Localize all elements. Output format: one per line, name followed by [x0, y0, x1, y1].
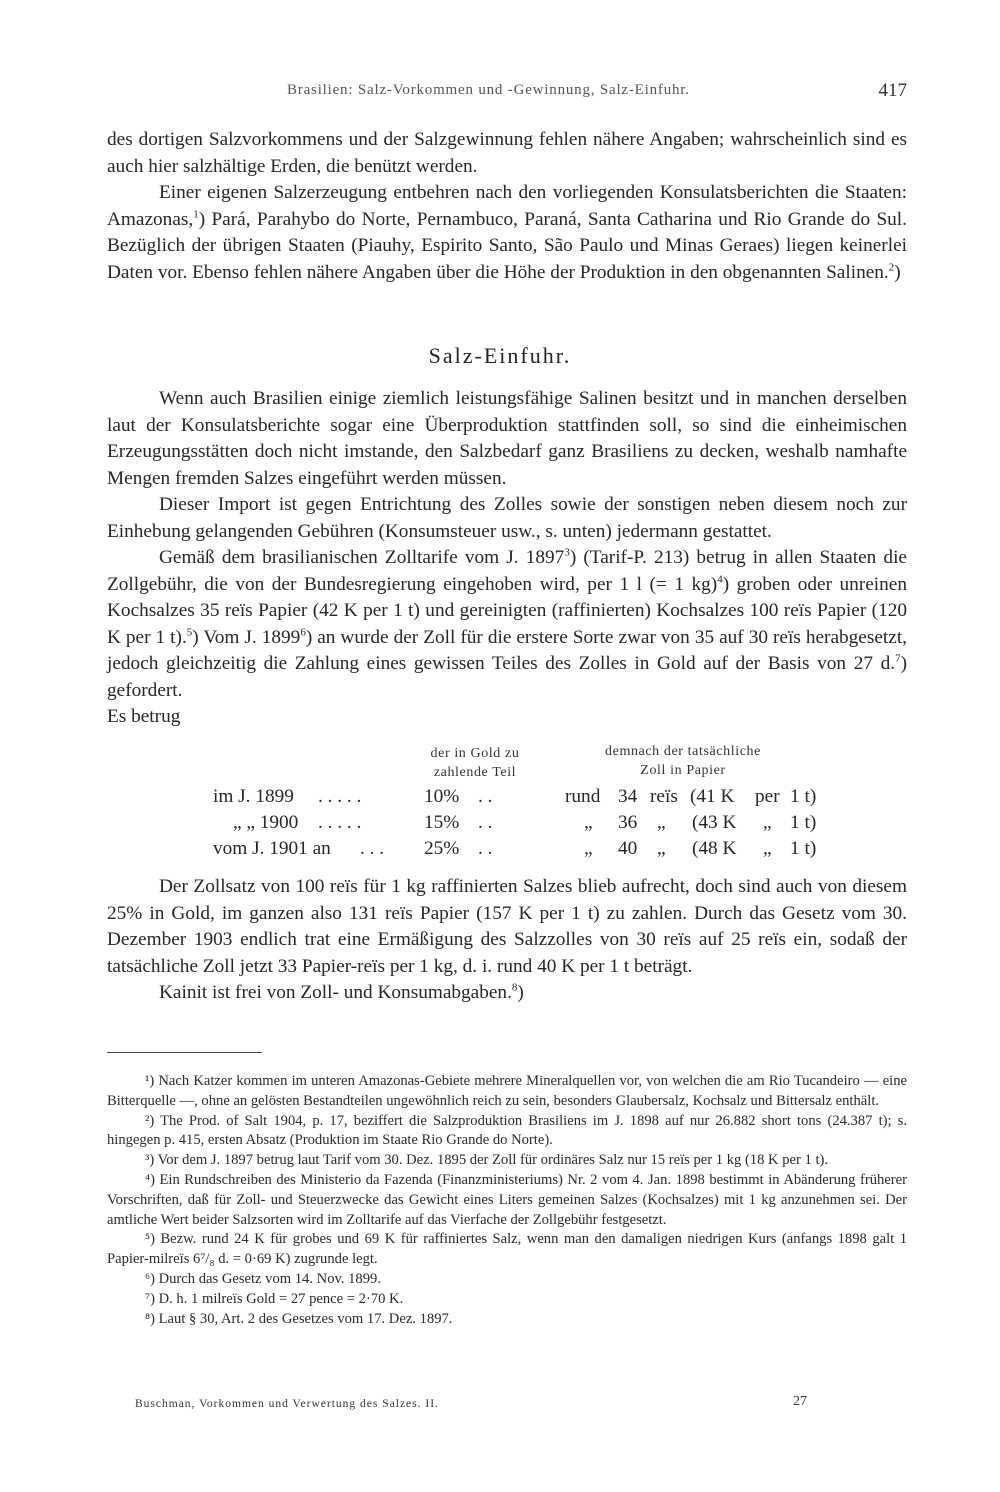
- table-row: „ „ 1900 . . . . . 15% . . „ 36 „ (43 K „ 1 t): [233, 812, 817, 833]
- footnote-ref-4: 4: [717, 573, 723, 586]
- body-paragraph-2: Dieser Import ist gegen Entrichtung des Zolles sowie der sonstigen neben diesem noch zur Einhebung gelangenden Gebühren (Konsumsteuer usw., s. unten) jedermann gestattet.: [107, 494, 907, 542]
- footnote-ref-5: 5: [186, 626, 193, 639]
- footnote-ref-8: 8: [511, 981, 518, 994]
- section-heading: Salz-Einfuhr.: [428, 343, 572, 368]
- page-number: 417: [878, 80, 907, 101]
- after-paragraph-1: Der Zollsatz von 100 reïs für 1 kg raffinierten Salzes blieb aufrecht, doch sind auch von diesem 25% in Gold, im ganzen also 131 reïs Papier (157 K per 1 t) zu zahlen. Durch das Gesetz vom 30. Dezember 1903 endlich trat eine Ermäßigung des Salzzolles von 30 reïs auf 25 reïs ein, sodaß der tatsächliche Zoll jetzt 33 Papier-reïs per 1 kg, d. i. rund 40 K per 1 t beträgt.: [107, 876, 907, 977]
- body-paragraph-3: Gemäß dem brasilianischen Zolltarife vom J. 1897$^3$) (Tarif-P. 213) betrug in allen Staaten die Zollgebühr, die von der Bundesregierung eingehoben wird, per 1 l (= 1 kg)$^4$) groben oder unreinen Kochsalzes 35 reïs Papier (42 K per 1 t) und gereinigten (raffinierten) Kochsalzes 100 reïs Papier (120 K per 1 t).$^5$) Vom J. 1899$^6$) an wurde der Zoll für die erstere Sorte zwar von 35 auf 30 reïs herabgesetzt, jedoch gleichzeitig die Zahlung eines gewissen Teiles des Zolles in Gold auf der Basis von 27 d.$^7$) gefordert.: [107, 546, 907, 701]
- footnote-separator: [107, 1052, 262, 1053]
- footnote-ref-2: 2: [888, 261, 895, 274]
- footnote-7: ⁷) D. h. 1 milreïs Gold = 27 pence = 2·70 K.: [145, 1290, 404, 1307]
- footnote-1: ¹) Nach Katzer kommen im unteren Amazonas-Gebiete mehrere Mineralquellen vor, von welchen die am Rio Tucandeiro — eine Bitterquelle —, ohne an gelösten Bestandteilen ungewöhnlich reich zu sein, besonders Glaubersalz, Kochsalz und Bittersalz enthält.: [107, 1073, 907, 1109]
- table-row: im J. 1899 . . . . . 10% . . rund 34 reïs (41 K per 1 t): [213, 786, 817, 807]
- footnotes-block: [107, 1072, 907, 1329]
- table-row: vom J. 1901 an . . . 25% . . „ 40 „ (48 K „ 1 t): [213, 838, 817, 859]
- intro-block: [107, 127, 907, 286]
- footnote-8: ⁸) Laut § 30, Art. 2 des Gesetzes vom 17. Dez. 1897.: [145, 1310, 453, 1327]
- body-paragraph-1: Wenn auch Brasilien einige ziemlich leistungsfähige Salinen besitzt und in manchen derselben laut der Konsulatsberichte sogar eine Überproduktion stattfinden soll, so sind die einheimischen Erzeugungsstätten doch nicht imstande, den Salzbedarf ganz Brasiliens zu decken, weshalb namhafte Mengen fremden Salzes eingeführt werden müssen.: [107, 388, 907, 489]
- footnote-6: ⁶) Durch das Gesetz vom 14. Nov. 1899.: [145, 1270, 381, 1287]
- footnote-4: ⁴) Ein Rundschreiben des Ministerio da Fazenda (Finanzministeriums) Nr. 2 vom 4. Jan. 1898 bestimmt in Abänderung früherer Vorschriften, daß für Zoll- und Steuerzwecke das Gewicht eines Liters gemeinen Salzes (Kochsalzes) mit 1 kg anzunehmen sei. Der amtliche Wert beider Salzsorten wird im Zolltarife auf das Vierfache der Zollgebühr festgesetzt.: [107, 1171, 907, 1228]
- running-head: [107, 80, 907, 102]
- running-title: Brasilien: Salz-Vorkommen und -Gewinnung, Salz-Einfuhr.: [287, 82, 690, 98]
- footnote-ref-6: 6: [300, 626, 306, 639]
- footnote-5: ⁵) Bezw. rund 24 K für grobes und 69 K für raffiniertes Salz, wenn man den damaligen niedrigen Kurs (anfangs 1898 galt 1 Papier-milreïs 6⁷/₈ d. = 0·69 K) zugrunde legt.: [107, 1231, 907, 1268]
- body-paragraph-3-end: Es betrug: [107, 706, 181, 727]
- signature-number: 27: [793, 1394, 807, 1409]
- after-paragraph-2: Kainit ist frei von Zoll- und Konsumabgaben.$^8$): [159, 981, 524, 1003]
- footnote-ref-7: 7: [895, 652, 901, 665]
- intro-paragraph-1: des dortigen Salzvorkommens und der Salzgewinnung fehlen nähere Angaben; wahrscheinlich sind es auch hier salzhältige Erden, die benützt werden.: [107, 129, 907, 177]
- table-header-gold: der in Gold zu zahlende Teil: [430, 746, 520, 780]
- footnote-ref-3: 3: [564, 546, 570, 559]
- body-block: [107, 386, 907, 731]
- table-header-paper: demnach der tatsächliche Zoll in Papier: [605, 744, 761, 778]
- footnote-ref-1: 1: [193, 208, 199, 221]
- footnote-3: ³) Vor dem J. 1897 betrug laut Tarif vom 30. Dez. 1895 der Zoll für ordinäres Salz nur 15 reïs per 1 kg (18 K per 1 t).: [145, 1152, 829, 1169]
- after-table-block: [107, 874, 907, 1007]
- signature-line: [107, 1394, 907, 1414]
- intro-paragraph-2: Einer eigenen Salzerzeugung entbehren nach den vorliegenden Konsulatsberichten die Staaten: Amazonas,$^1$) Pará, Parahybo do Norte, Pernambuco, Paraná, Santa Catharina und Rio Grande do Sul. Bezüglich der übrigen Staaten (Piauhy, Espirito Santo, São Paulo und Minas Geraes) liegen keinerlei Daten vor. Ebenso fehlen nähere Angaben über die Höhe der Produktion in den obgenannten Salinen.$^2$): [107, 182, 907, 283]
- footnote-2: ²) The Prod. of Salt 1904, p. 17, beziffert die Salzproduktion Brasiliens im J. 1898 auf nur 26.882 short tons (24.387 t); s. hingegen p. 415, ersten Absatz (Produktion im Staate Rio Grande do Norte).: [107, 1112, 907, 1149]
- signature-mark: Buschman, Vorkommen und Verwertung des Salzes. II.: [135, 1398, 439, 1410]
